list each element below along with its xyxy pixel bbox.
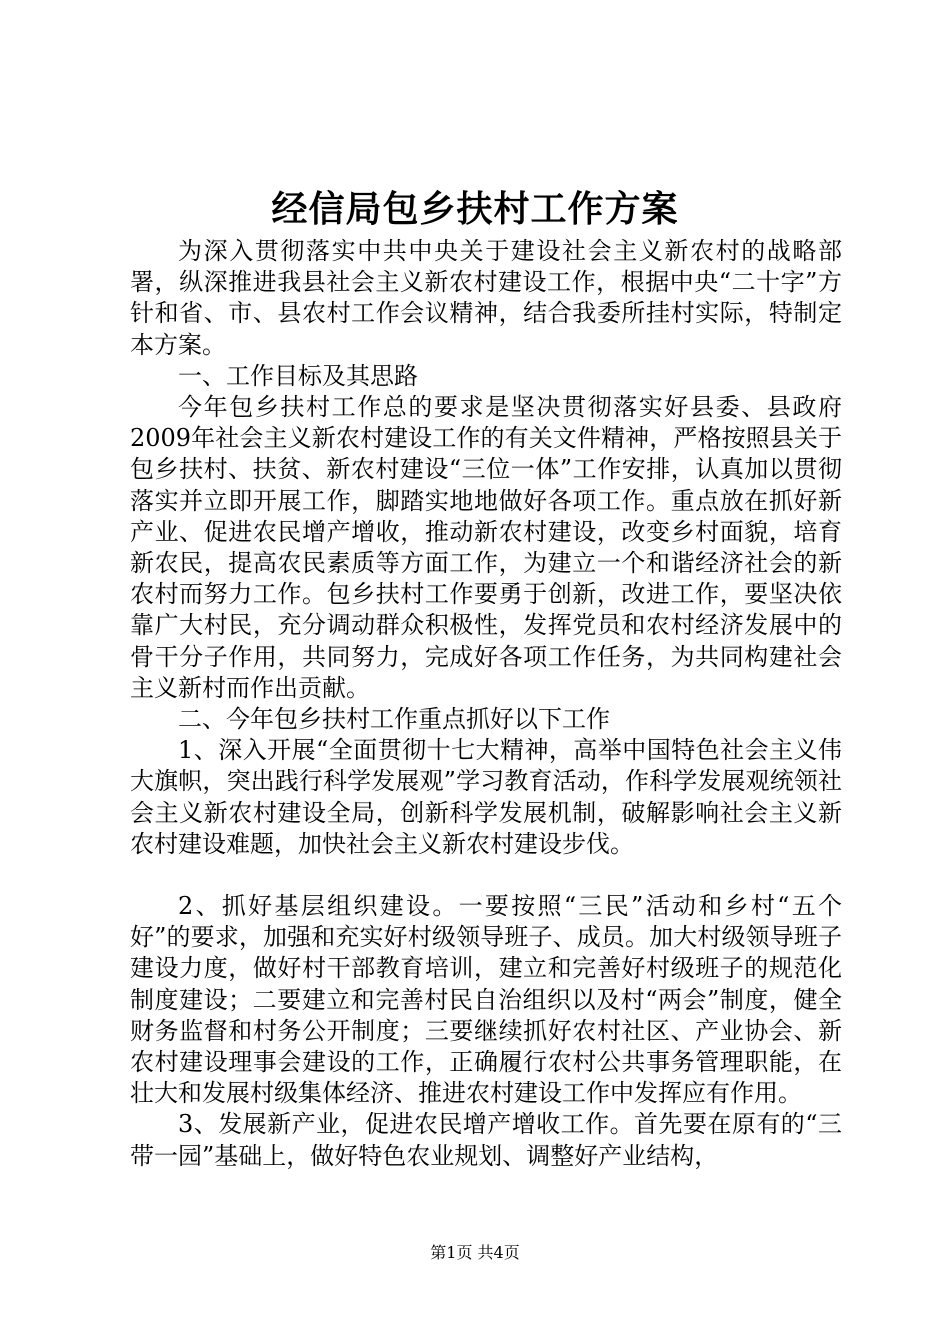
section-heading-1: 一、工作目标及其思路: [178, 361, 418, 390]
document-title: 经信局包乡扶村工作方案: [271, 188, 679, 230]
section-heading-2: 二、今年包乡扶村工作重点抓好以下工作: [178, 705, 610, 734]
item-2-paragraph: 2、抓好基层组织建设。一要按照“三民”活动和乡村“五个好”的要求，加强和充实好村级领导班子、成员。加大村级领导班子建设力度，做好村干部教育培训，建立和完善好村级班子的规范化制度建设；二要建立和完善村民自治组织以及村“两会”制度，健全财务监督和村务公开制度；三要继续抓好农村社区、产业协会、新农村建设理事会建设的工作，正确履行农村公共事务管理职能，在壮大和发展村级集体经济、推进农村建设工作中发挥应有作用。: [130, 892, 842, 1108]
item-3-paragraph: 3、发展新产业，促进农民增产增收工作。首先要在原有的“三带一园”基础上，做好特色农业规划、调整好产业结构，: [130, 1110, 842, 1170]
section-1-paragraph: 今年包乡扶村工作总的要求是坚决贯彻落实好县委、县政府2009年社会主义新农村建设工作的有关文件精神，严格按照县关于包乡扶村、扶贫、新农村建设“三位一体”工作安排，认真加以贯彻落实并立即开展工作，脚踏实地地做好各项工作。重点放在抓好新产业、促进农民增产增收，推动新农村建设，改变乡村面貌，培育新农民，提高农民素质等方面工作，为建立一个和谐经济社会的新农村而努力工作。包乡扶村工作要勇于创新，改进工作，要坚决依靠广大村民，充分调动群众积极性，发挥党员和农村经济发展中的骨干分子作用，共同努力，完成好各项工作任务，为共同构建社会主义新村而作出贡献。: [130, 393, 842, 702]
intro-paragraph: 为深入贯彻落实中共中央关于建设社会主义新农村的战略部署，纵深推进我县社会主义新农村建设工作，根据中央“二十字”方针和省、市、县农村工作会议精神，结合我委所挂村实际，特制定本方案。: [130, 237, 842, 359]
document-body: [130, 236, 842, 1172]
page-footer: [0, 1242, 950, 1264]
page-number: 第1页 共4页: [430, 1243, 520, 1262]
item-1-paragraph: 1、深入开展“全面贯彻十七大精神，高举中国特色社会主义伟大旗帜，突出践行科学发展观”学习教育活动，作科学发展观统领社会主义新农村建设全局，创新科学发展机制，破解影响社会主义新农村建设难题，加快社会主义新农村建设步伐。: [130, 736, 842, 858]
